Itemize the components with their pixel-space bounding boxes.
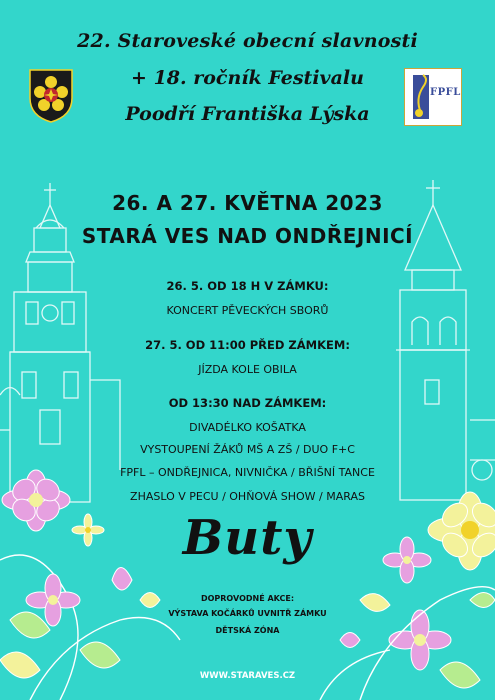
header-title-line3: Poodří Františka Lýska (125, 103, 370, 125)
program-day2-heading: 27. 5. OD 11:00 PŘED ZÁMKEM: (145, 338, 350, 352)
program-day2b-heading: OD 13:30 NAD ZÁMKEM: (168, 396, 327, 410)
side-events-heading: DOPROVODNÉ AKCE: (200, 594, 295, 603)
flowers-left (0, 470, 180, 700)
program-item: VYSTOUPENÍ ŽÁKŮ MŠ A ZŠ / DUO F+C (140, 443, 355, 456)
program-item: ZHASLO V PECU / OHŇOVÁ SHOW / MARAS (130, 490, 365, 503)
festival-logo-text: FPFL (430, 87, 461, 98)
event-location: STARÁ VES NAD ONDŘEJNICÍ (81, 224, 414, 248)
program-day2-item: JÍZDA KOLE OBILA (198, 363, 297, 376)
event-dates: 26. A 27. KVĚTNA 2023 (112, 191, 383, 215)
side-event-item: DĚTSKÁ ZÓNA (215, 626, 280, 635)
website-link[interactable]: WWW.STARAVES.CZ (199, 671, 296, 681)
program-item: FPFL – ONDŘEJNICA, NIVNIČKA / BŘIŠNÍ TANCE (120, 466, 375, 479)
program-day1-item: KONCERT PĚVECKÝCH SBORŮ (166, 304, 329, 317)
program-day1-heading: 26. 5. OD 18 H V ZÁMKU: (166, 279, 329, 293)
header-title-line1: 22. Staroveské obecní slavnosti (77, 30, 418, 52)
header-title-line2: + 18. ročník Festivalu (131, 67, 364, 89)
side-event-item: VÝSTAVA KOČÁRKŮ UVNITŘ ZÁMKU (168, 609, 327, 618)
headliner-band: Buty (182, 510, 313, 566)
program-item: DIVADÉLKO KOŠATKA (189, 421, 306, 434)
